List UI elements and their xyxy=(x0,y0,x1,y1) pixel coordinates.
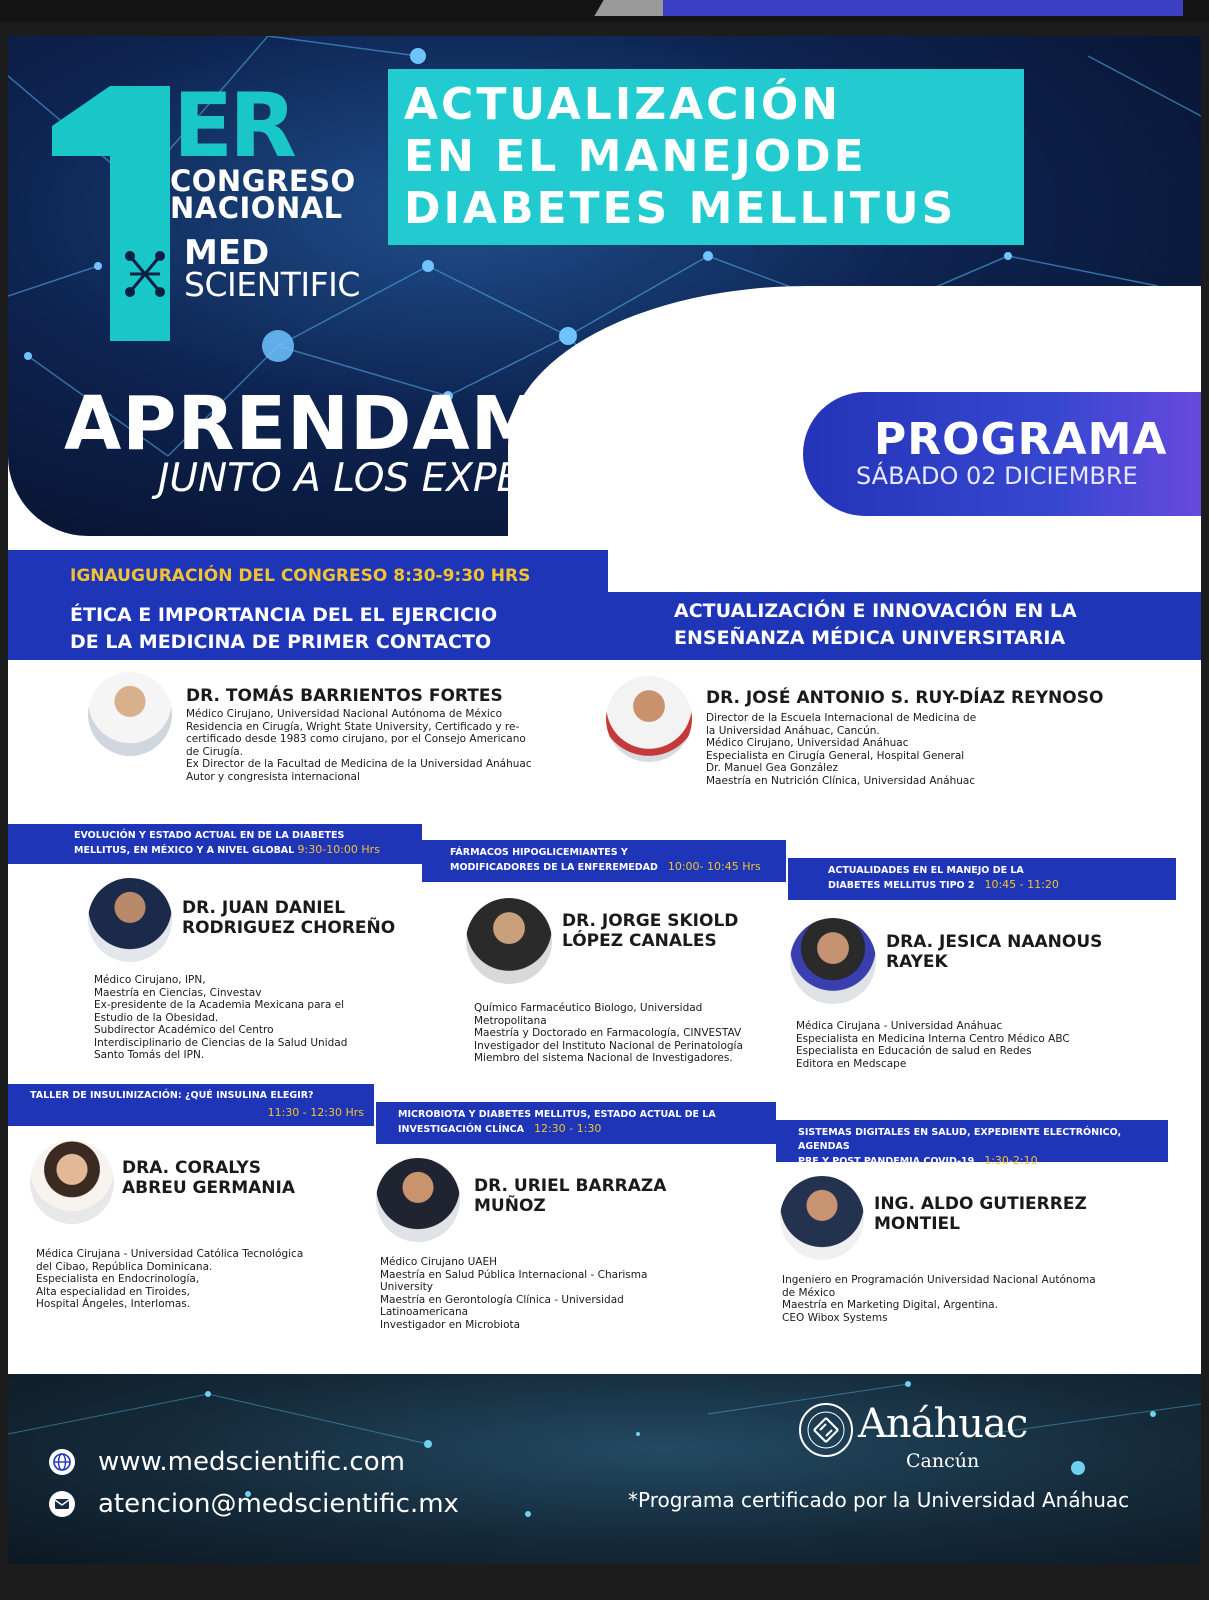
globe-icon xyxy=(48,1448,76,1476)
speaker-photo-naanous xyxy=(790,918,876,1004)
event-title-box xyxy=(388,69,1024,245)
speaker-photo-barrientos xyxy=(88,672,172,756)
website-link[interactable]: www.medscientific.com xyxy=(98,1447,405,1477)
abreu-name-line1: DRA. CORALYS xyxy=(122,1158,261,1178)
congreso-line1: CONGRESO xyxy=(170,164,356,198)
microbiota-time: 12:30 - 1:30 xyxy=(533,1122,602,1135)
headline: APRENDAMOS xyxy=(64,381,664,467)
innovation-title xyxy=(674,598,1077,652)
congreso-line2: NACIONAL xyxy=(170,191,343,225)
email-link[interactable]: atencion@medscientific.mx xyxy=(98,1489,459,1519)
barraza-name-line2: MUÑOZ xyxy=(474,1196,546,1216)
event-poster xyxy=(8,36,1201,1564)
sistemas-time: 1:30-2:10 xyxy=(984,1154,1038,1167)
evolucion-topic-line1: EVOLUCIÓN Y ESTADO ACTUAL EN DE LA DIABETES xyxy=(74,830,345,841)
speaker-name-ruydiaz: DR. JOSÉ ANTONIO S. RUY-DÍAZ REYNOSO xyxy=(706,688,1104,708)
speaker-bio-gutierrez: Ingeniero en Programación Universidad Nacional Autónoma de México Maestría en Marketing Digital, Argentina. CEO Wibox Systems xyxy=(782,1274,1096,1324)
top-bar xyxy=(0,0,1209,22)
lopez-name-line2: LÓPEZ CANALES xyxy=(562,931,717,951)
farmacos-time: 10:00- 10:45 Hrs xyxy=(667,860,761,873)
farmacos-topic xyxy=(450,846,761,875)
rodriguez-name-line2: RODRIGUEZ CHOREÑO xyxy=(182,918,396,938)
speaker-bio-barraza: Médico Cirujano UAEH Maestría en Salud Pública Internacional - Charisma University Maestría en Gerontología Clínica - Universidad Latinoamericana Investigador en Microbiota xyxy=(380,1256,648,1331)
naanous-name-line1: DRA. JESICA NAANOUS xyxy=(886,932,1103,952)
speaker-bio-ruydiaz: Director de la Escuela Internacional de Medicina de la Universidad Anáhuac, Cancún. Médico Cirujano, Universidad Anáhuac Especialista en Cirugía General, Hospital General Dr. Manuel Gea González Maestría en Nutrición Clínica, Universidad Anáhuac xyxy=(706,712,977,787)
evolucion-topic-line2: MELLITUS, EN MÉXICO Y A NIVEL GLOBAL xyxy=(74,845,295,856)
speaker-name-abreu xyxy=(122,1158,295,1198)
session-band-taller xyxy=(8,1084,374,1126)
title-line-1: ACTUALIZACIÓN xyxy=(404,79,842,130)
speaker-bio-abreu: Médica Cirujana - Universidad Católica Tecnológica del Cibao, República Dominicana. Especialista en Endocrinología, Alta especialidad en Tiroides, Hospital Ángeles, Interlomas. xyxy=(36,1248,304,1310)
brand-med: MED xyxy=(184,233,270,273)
sistemas-topic-line1: SISTEMAS DIGITALES EN SALUD, EXPEDIENTE ELECTRÓNICO, AGENDAS xyxy=(798,1127,1122,1152)
opening-label: IGNAUGURACIÓN DEL CONGRESO 8:30-9:30 HRS xyxy=(70,566,531,586)
innovation-title-line2: ENSEÑANZA MÉDICA UNIVERSITARIA xyxy=(674,627,1066,649)
naanous-name-line2: RAYEK xyxy=(886,952,948,972)
barraza-name-line1: DR. URIEL BARRAZA xyxy=(474,1176,667,1196)
speaker-name-lopez xyxy=(562,911,738,951)
session-band-sistemas xyxy=(776,1120,1168,1167)
mail-icon xyxy=(48,1490,76,1518)
top-bar-accent-blue xyxy=(663,0,1183,16)
actualidades-topic-line2: DIABETES MELLITUS TIPO 2 xyxy=(828,880,975,891)
brand-scientific: SCIENTIFIC xyxy=(184,265,360,304)
speaker-photo-rodriguez xyxy=(88,878,172,962)
microbiota-topic xyxy=(398,1108,716,1137)
actualidades-topic xyxy=(828,864,1059,893)
sistemas-topic-line2: PRE Y POST PANDEMIA COVID-19 xyxy=(798,1156,975,1167)
speaker-name-naanous xyxy=(886,932,1102,972)
opening-title xyxy=(70,602,497,656)
opening-title-line1: ÉTICA E IMPORTANCIA DEL EL EJERCICIO xyxy=(70,604,498,626)
certification-note: *Programa certificado por la Universidad Anáhuac xyxy=(628,1488,1130,1512)
speaker-name-gutierrez xyxy=(874,1194,1087,1234)
anahuac-seal-icon xyxy=(798,1400,854,1460)
taller-topic: TALLER DE INSULINIZACIÓN: ¿QUÉ INSULINA ELEGIR? xyxy=(30,1090,314,1101)
programa-title: PROGRAMA xyxy=(874,414,1168,465)
gutierrez-name-line1: ING. ALDO GUTIERREZ xyxy=(874,1194,1087,1214)
top-bar-accent-gray xyxy=(594,0,673,16)
farmacos-topic-line1: FÁRMACOS HIPOGLICEMIANTES Y xyxy=(450,847,628,858)
speaker-name-barrientos: DR. TOMÁS BARRIENTOS FORTES xyxy=(186,686,503,706)
speaker-photo-abreu xyxy=(30,1140,114,1224)
speaker-photo-lopez xyxy=(466,898,552,984)
session-band-farmacos xyxy=(422,840,786,882)
title-line-2: EN EL MANEJODE xyxy=(404,131,867,182)
ordinal-er: ER xyxy=(173,74,293,177)
sistemas-topic xyxy=(798,1126,1168,1169)
evolucion-topic xyxy=(74,829,380,858)
speaker-name-rodriguez xyxy=(182,898,395,938)
molecule-icon xyxy=(120,244,170,304)
opening-title-line2: DE LA MEDICINA DE PRIMER CONTACTO xyxy=(70,631,492,653)
session-band-opening xyxy=(8,550,608,660)
university-logo-text: Anáhuac xyxy=(858,1401,1028,1447)
congreso-nacional-label xyxy=(170,164,356,225)
taller-time: 11:30 - 12:30 Hrs xyxy=(267,1106,364,1119)
speaker-bio-rodriguez: Médico Cirujano, IPN, Maestría en Ciencias, Cinvestav Ex-presidente de la Academia Mexicana para el Estudio de la Obesidad. Subdirector Académico del Centro Interdisciplinario de Ciencias de la Salud Unidad Santo Tomás del IPN. xyxy=(94,974,348,1061)
speaker-name-barraza xyxy=(474,1176,666,1216)
subheadline: JUNTO A LOS EXPERTOS xyxy=(158,456,628,501)
farmacos-topic-line2: MODIFICADORES DE LA ENFEREMEDAD xyxy=(450,862,658,873)
microbiota-topic-line1: MICROBIOTA Y DIABETES MELLITUS, ESTADO ACTUAL DE LA xyxy=(398,1109,716,1120)
session-band-evolucion xyxy=(8,824,422,864)
speaker-photo-gutierrez xyxy=(780,1176,864,1260)
speaker-photo-ruydiaz xyxy=(606,676,692,762)
title-line-3: DIABETES MELLITUS xyxy=(404,183,957,234)
session-band-innovation xyxy=(608,592,1201,660)
actualidades-topic-line1: ACTUALIDADES EN EL MANEJO DE LA xyxy=(828,865,1024,876)
evolucion-time: 9:30-10:00 Hrs xyxy=(297,843,380,856)
innovation-title-line1: ACTUALIZACIÓN E INNOVACIÓN EN LA xyxy=(674,600,1077,622)
lopez-name-line1: DR. JORGE SKIOLD xyxy=(562,911,739,931)
university-campus: Cancún xyxy=(906,1450,980,1472)
speaker-bio-naanous: Médica Cirujana - Universidad Anáhuac Especialista en Medicina Interna Centro Médico ABC Especialista en Educación de salud en Redes Editora en Medscape xyxy=(796,1020,1070,1070)
speaker-photo-barraza xyxy=(376,1158,460,1242)
microbiota-topic-line2: INVESTIGACIÓN CLÍNCA xyxy=(398,1124,525,1135)
speaker-bio-barrientos: Médico Cirujano, Universidad Nacional Autónoma de México Residencia en Cirugía, Wright State University, Certificado y re- certificado desde 1983 como cirujano, por el Consejo Americano de Cirugía. Ex Director de la Facultad de Medicina de la Universidad Anáhuac Autor y congresista internacional xyxy=(186,708,532,783)
speaker-bio-lopez: Químico Farmacéutico Biologo, Universidad Metropolitana Maestría y Doctorado en Farmacología, CINVESTAV Investigador del Instituto Nacional de Perinatología Miembro del sistema Nacional de Investigadores. xyxy=(474,1002,743,1064)
session-band-actualidades xyxy=(788,858,1176,900)
actualidades-time: 10:45 - 11:20 xyxy=(984,878,1059,891)
event-date: SÁBADO 02 DICIEMBRE xyxy=(856,462,1138,490)
gutierrez-name-line2: MONTIEL xyxy=(874,1214,960,1234)
session-band-microbiota xyxy=(376,1102,776,1144)
abreu-name-line2: ABREU GERMANIA xyxy=(122,1178,295,1198)
rodriguez-name-line1: DR. JUAN DANIEL xyxy=(182,898,346,918)
